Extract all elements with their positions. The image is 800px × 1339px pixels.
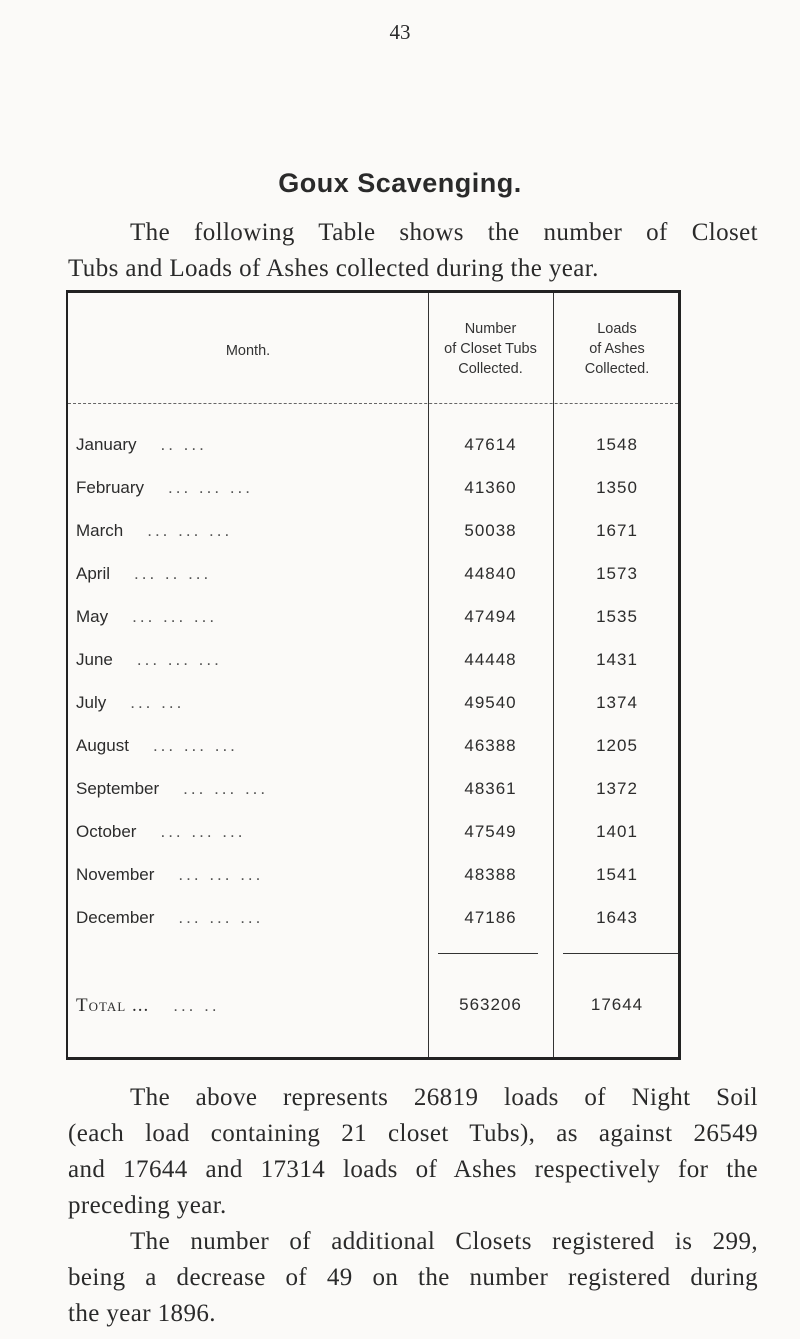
tubs-cell: 47494: [464, 607, 517, 626]
month-cell: July ... ...: [76, 693, 185, 712]
table-row: [68, 779, 678, 809]
table-row: [68, 865, 678, 895]
table-row: [68, 607, 678, 637]
month-cell: March ... ... ...: [76, 521, 233, 540]
month-cell: November ... ... ...: [76, 865, 264, 884]
month-cell: February ... ... ...: [76, 478, 253, 497]
month-cell: December ... ... ...: [76, 908, 264, 927]
paragraph-line: The number of additional Closets registered is 299,: [130, 1228, 758, 1255]
intro-line-2: Tubs and Loads of Ashes collected during the year.: [68, 255, 599, 282]
table-row: [68, 650, 678, 680]
loads-cell: 1573: [596, 564, 638, 583]
loads-cell: 1548: [596, 435, 638, 454]
page-number: 43: [389, 20, 411, 44]
loads-cell: 1671: [596, 521, 638, 540]
loads-cell: 1372: [596, 779, 638, 798]
month-cell: August ... ... ...: [76, 736, 238, 755]
month-cell: June ... ... ...: [76, 650, 222, 669]
loads-cell: 1401: [596, 822, 638, 841]
total-rule: [438, 953, 538, 954]
header-tubs-line: Collected.: [458, 361, 523, 377]
total-label: Total ... ... ..: [76, 995, 220, 1016]
month-cell: January .. ...: [76, 435, 207, 454]
paragraph-line: and 17644 and 17314 loads of Ashes respectively for the: [68, 1156, 758, 1183]
table-row: [68, 736, 678, 766]
table-row: [68, 521, 678, 551]
loads-cell: 1535: [596, 607, 638, 626]
header-loads-line: Collected.: [584, 361, 650, 377]
tubs-cell: 41360: [464, 478, 517, 497]
tubs-cell: 47614: [464, 435, 517, 454]
closets-paragraph: [68, 1224, 758, 1332]
tubs-cell: 48388: [464, 865, 517, 884]
tubs-cell: 46388: [464, 736, 517, 755]
loads-cell: 1374: [596, 693, 638, 712]
night-soil-paragraph: [68, 1080, 758, 1224]
paragraph-line: (each load containing 21 closet Tubs), as against 26549: [68, 1120, 758, 1147]
table-row: [68, 693, 678, 723]
month-cell: April ... .. ...: [76, 564, 212, 583]
tubs-cell: 47186: [464, 908, 517, 927]
loads-cell: 1205: [596, 736, 638, 755]
table-row: [68, 478, 678, 508]
header-tubs: [428, 319, 553, 379]
header-tubs-line: Number: [464, 321, 517, 337]
tubs-cell: 44840: [464, 564, 517, 583]
loads-cell: 1431: [596, 650, 638, 669]
header-month: Month.: [225, 343, 271, 359]
paragraph-line: The above represents 26819 loads of Night Soil: [130, 1084, 758, 1111]
table-row: [68, 908, 678, 938]
header-loads-line: Loads: [597, 321, 637, 337]
tubs-cell: 50038: [464, 521, 517, 540]
table-row: [68, 822, 678, 852]
total-loads: 17644: [590, 995, 644, 1014]
tubs-cell: 44448: [464, 650, 517, 669]
table-row: [68, 564, 678, 594]
scavenging-table: [66, 290, 681, 1060]
intro-paragraph: [68, 215, 758, 287]
page-title: Goux Scavenging.: [278, 168, 522, 198]
total-rule: [563, 953, 678, 954]
paragraph-line: preceding year.: [68, 1192, 227, 1219]
header-rule: [68, 403, 678, 404]
tubs-cell: 48361: [464, 779, 517, 798]
tubs-cell: 47549: [464, 822, 517, 841]
paragraph-line: being a decrease of 49 on the number registered during: [68, 1264, 758, 1291]
total-tubs: 563206: [459, 995, 522, 1014]
month-cell: September ... ... ...: [76, 779, 269, 798]
table-row: [68, 435, 678, 465]
loads-cell: 1541: [596, 865, 638, 884]
month-cell: May ... ... ...: [76, 607, 218, 626]
header-loads: [553, 319, 681, 379]
loads-cell: 1350: [596, 478, 638, 497]
tubs-cell: 49540: [464, 693, 517, 712]
loads-cell: 1643: [596, 908, 638, 927]
header-tubs-line: of Closet Tubs: [444, 341, 537, 357]
intro-line-1: The following Table shows the number of Closet: [130, 219, 758, 246]
month-cell: October ... ... ...: [76, 822, 246, 841]
total-row: [68, 995, 678, 1025]
paragraph-line: the year 1896.: [68, 1300, 216, 1327]
header-loads-line: of Ashes: [589, 341, 645, 357]
